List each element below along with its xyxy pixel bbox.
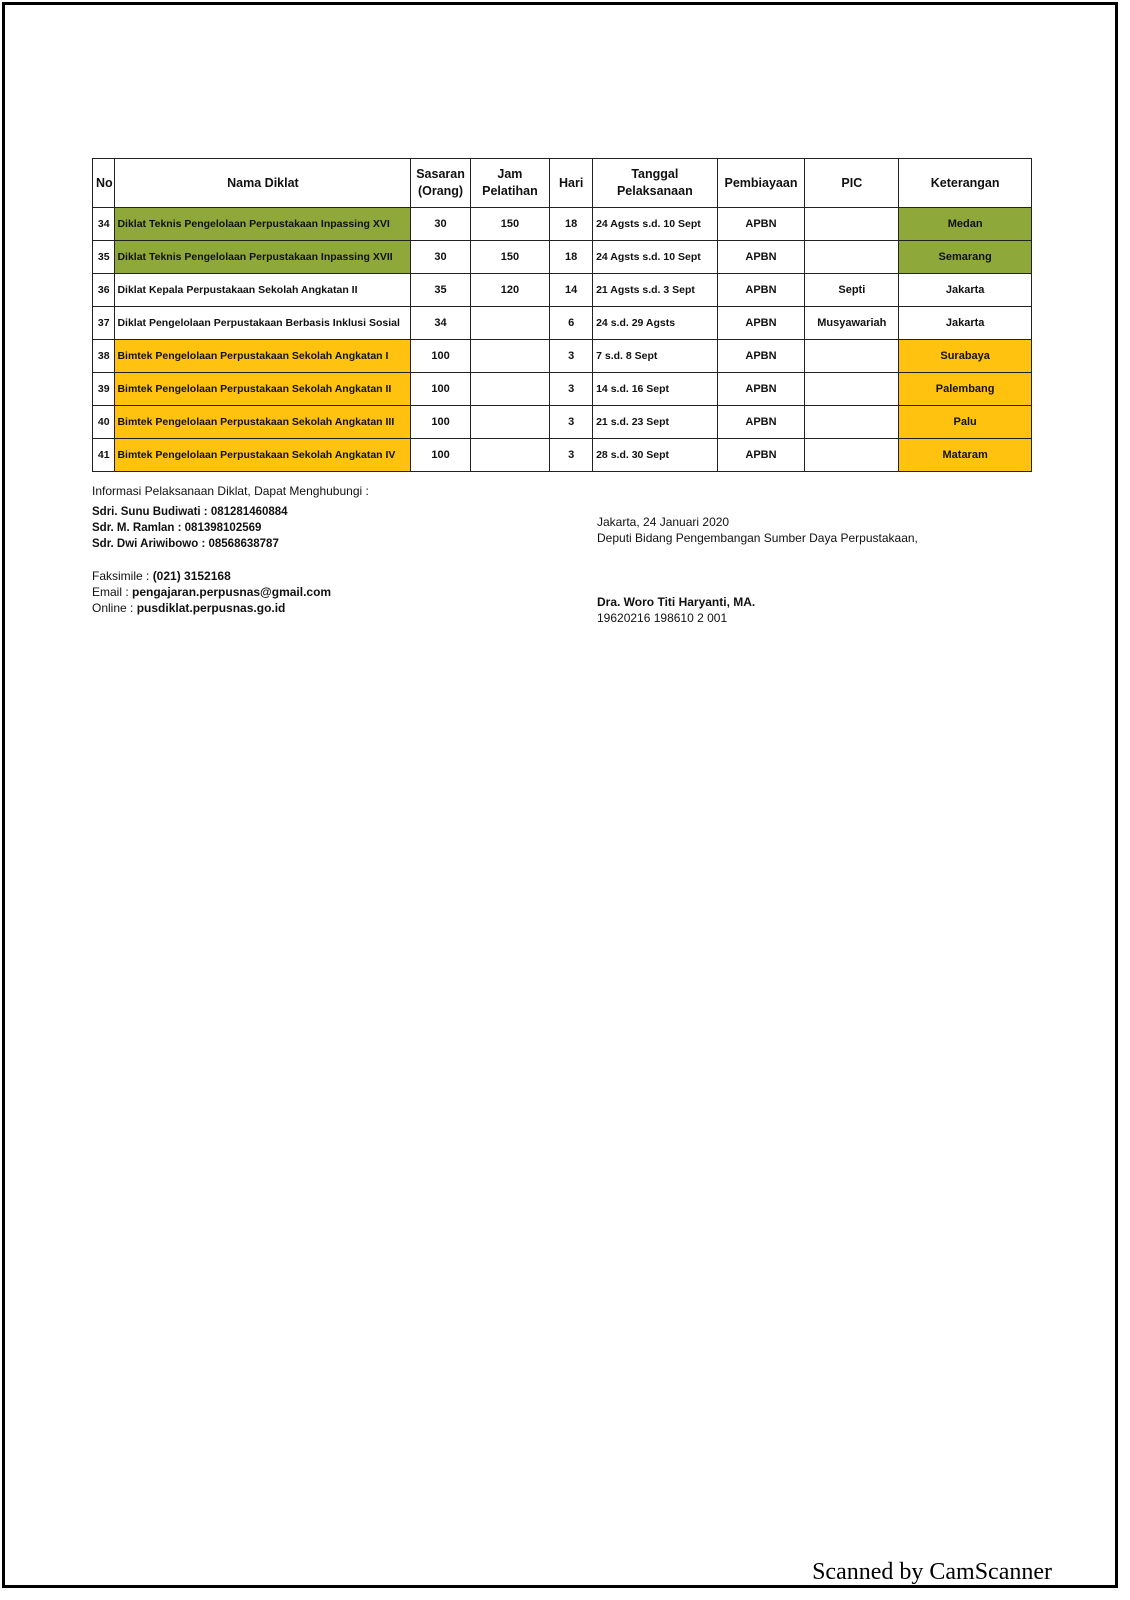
row-tanggal: 24 Agsts s.d. 10 Sept [593, 208, 718, 241]
row-no: 39 [93, 373, 115, 406]
row-tanggal: 24 Agsts s.d. 10 Sept [593, 241, 718, 274]
contact-info [92, 483, 369, 616]
email-value: pengajaran.perpusnas@gmail.com [132, 585, 332, 599]
row-jam [470, 439, 550, 472]
training-schedule-table [92, 158, 1032, 472]
row-nama-diklat: Bimtek Pengelolaan Perpustakaan Sekolah Angkatan III [115, 406, 411, 439]
header-jam-pelatihan: Jam Pelatihan [470, 159, 550, 208]
row-no: 35 [93, 241, 115, 274]
row-keterangan: Palu [899, 406, 1032, 439]
signer-name: Dra. Woro Titi Haryanti, MA. [597, 595, 756, 609]
row-pic [805, 208, 899, 241]
header-keterangan: Keterangan [899, 159, 1032, 208]
row-keterangan: Semarang [899, 241, 1032, 274]
row-sasaran: 34 [411, 307, 470, 340]
row-jam: 150 [470, 241, 550, 274]
row-jam [470, 307, 550, 340]
fax-label: Faksimile : [92, 569, 153, 583]
row-keterangan: Surabaya [899, 340, 1032, 373]
row-sasaran: 30 [411, 208, 470, 241]
contact-person: Sdr. M. Ramlan : 081398102569 [92, 522, 262, 534]
place-date: Jakarta, 24 Januari 2020 [597, 515, 730, 529]
online-line [92, 600, 369, 616]
header-pic: PIC [805, 159, 899, 208]
row-tanggal: 7 s.d. 8 Sept [593, 340, 718, 373]
table-header-row [93, 159, 1032, 208]
row-nama-diklat: Bimtek Pengelolaan Perpustakaan Sekolah Angkatan II [115, 373, 411, 406]
row-pic: Septi [805, 274, 899, 307]
row-nama-diklat: Diklat Teknis Pengelolaan Perpustakaan Inpassing XVII [115, 241, 411, 274]
row-jam: 150 [470, 208, 550, 241]
header-sasaran: Sasaran (Orang) [411, 159, 470, 208]
table-row [93, 307, 1032, 340]
signer-nip: 19620216 198610 2 001 [597, 611, 728, 625]
row-pembiayaan: APBN [717, 406, 805, 439]
row-pembiayaan: APBN [717, 241, 805, 274]
row-jam: 120 [470, 274, 550, 307]
row-no: 34 [93, 208, 115, 241]
email-label: Email : [92, 585, 133, 599]
signer-position: Deputi Bidang Pengembangan Sumber Daya Perpustakaan, [597, 531, 918, 545]
row-hari: 3 [550, 439, 593, 472]
row-jam [470, 373, 550, 406]
table-row [93, 373, 1032, 406]
row-jam [470, 340, 550, 373]
row-keterangan: Jakarta [899, 307, 1032, 340]
row-pic [805, 340, 899, 373]
table-row [93, 340, 1032, 373]
row-sasaran: 100 [411, 373, 470, 406]
row-pembiayaan: APBN [717, 340, 805, 373]
row-sasaran: 100 [411, 406, 470, 439]
table-row [93, 439, 1032, 472]
fax-line [92, 568, 369, 584]
row-hari: 18 [550, 208, 593, 241]
table-row [93, 208, 1032, 241]
header-tanggal: Tanggal Pelaksanaan [593, 159, 718, 208]
online-value: pusdiklat.perpusnas.go.id [136, 601, 286, 615]
row-no: 41 [93, 439, 115, 472]
row-tanggal: 24 s.d. 29 Agsts [593, 307, 718, 340]
row-pic [805, 439, 899, 472]
signature-block [597, 514, 918, 626]
row-no: 37 [93, 307, 115, 340]
contact-heading: Informasi Pelaksanaan Diklat, Dapat Menghubungi : [92, 484, 369, 498]
scanner-watermark: Scanned by CamScanner [812, 1559, 1052, 1585]
row-keterangan: Mataram [899, 439, 1032, 472]
row-hari: 6 [550, 307, 593, 340]
row-pembiayaan: APBN [717, 439, 805, 472]
header-nama-diklat: Nama Diklat [115, 159, 411, 208]
row-jam [470, 406, 550, 439]
header-no: No [93, 159, 115, 208]
online-label: Online : [92, 601, 137, 615]
row-pembiayaan: APBN [717, 274, 805, 307]
fax-value: (021) 3152168 [152, 569, 231, 583]
row-keterangan: Medan [899, 208, 1032, 241]
row-sasaran: 35 [411, 274, 470, 307]
header-pembiayaan: Pembiayaan [717, 159, 805, 208]
row-keterangan: Jakarta [899, 274, 1032, 307]
row-pic [805, 373, 899, 406]
row-hari: 3 [550, 406, 593, 439]
row-pembiayaan: APBN [717, 208, 805, 241]
row-nama-diklat: Bimtek Pengelolaan Perpustakaan Sekolah Angkatan IV [115, 439, 411, 472]
row-hari: 18 [550, 241, 593, 274]
row-pembiayaan: APBN [717, 373, 805, 406]
row-pic [805, 406, 899, 439]
contact-person: Sdr. Dwi Ariwibowo : 08568638787 [92, 538, 279, 550]
table-row [93, 274, 1032, 307]
email-line [92, 584, 369, 600]
row-tanggal: 21 Agsts s.d. 3 Sept [593, 274, 718, 307]
row-nama-diklat: Diklat Teknis Pengelolaan Perpustakaan Inpassing XVI [115, 208, 411, 241]
row-keterangan: Palembang [899, 373, 1032, 406]
row-tanggal: 14 s.d. 16 Sept [593, 373, 718, 406]
row-sasaran: 100 [411, 340, 470, 373]
row-nama-diklat: Diklat Pengelolaan Perpustakaan Berbasis Inklusi Sosial [115, 307, 411, 340]
row-hari: 3 [550, 340, 593, 373]
contact-person: Sdri. Sunu Budiwati : 081281460884 [92, 506, 288, 518]
row-sasaran: 30 [411, 241, 470, 274]
table-row [93, 241, 1032, 274]
row-tanggal: 28 s.d. 30 Sept [593, 439, 718, 472]
row-no: 40 [93, 406, 115, 439]
row-pembiayaan: APBN [717, 307, 805, 340]
row-nama-diklat: Bimtek Pengelolaan Perpustakaan Sekolah Angkatan I [115, 340, 411, 373]
row-tanggal: 21 s.d. 23 Sept [593, 406, 718, 439]
row-sasaran: 100 [411, 439, 470, 472]
row-pic: Musyawariah [805, 307, 899, 340]
row-no: 36 [93, 274, 115, 307]
row-pic [805, 241, 899, 274]
row-nama-diklat: Diklat Kepala Perpustakaan Sekolah Angkatan II [115, 274, 411, 307]
header-hari: Hari [550, 159, 593, 208]
row-hari: 3 [550, 373, 593, 406]
row-no: 38 [93, 340, 115, 373]
table-row [93, 406, 1032, 439]
row-hari: 14 [550, 274, 593, 307]
